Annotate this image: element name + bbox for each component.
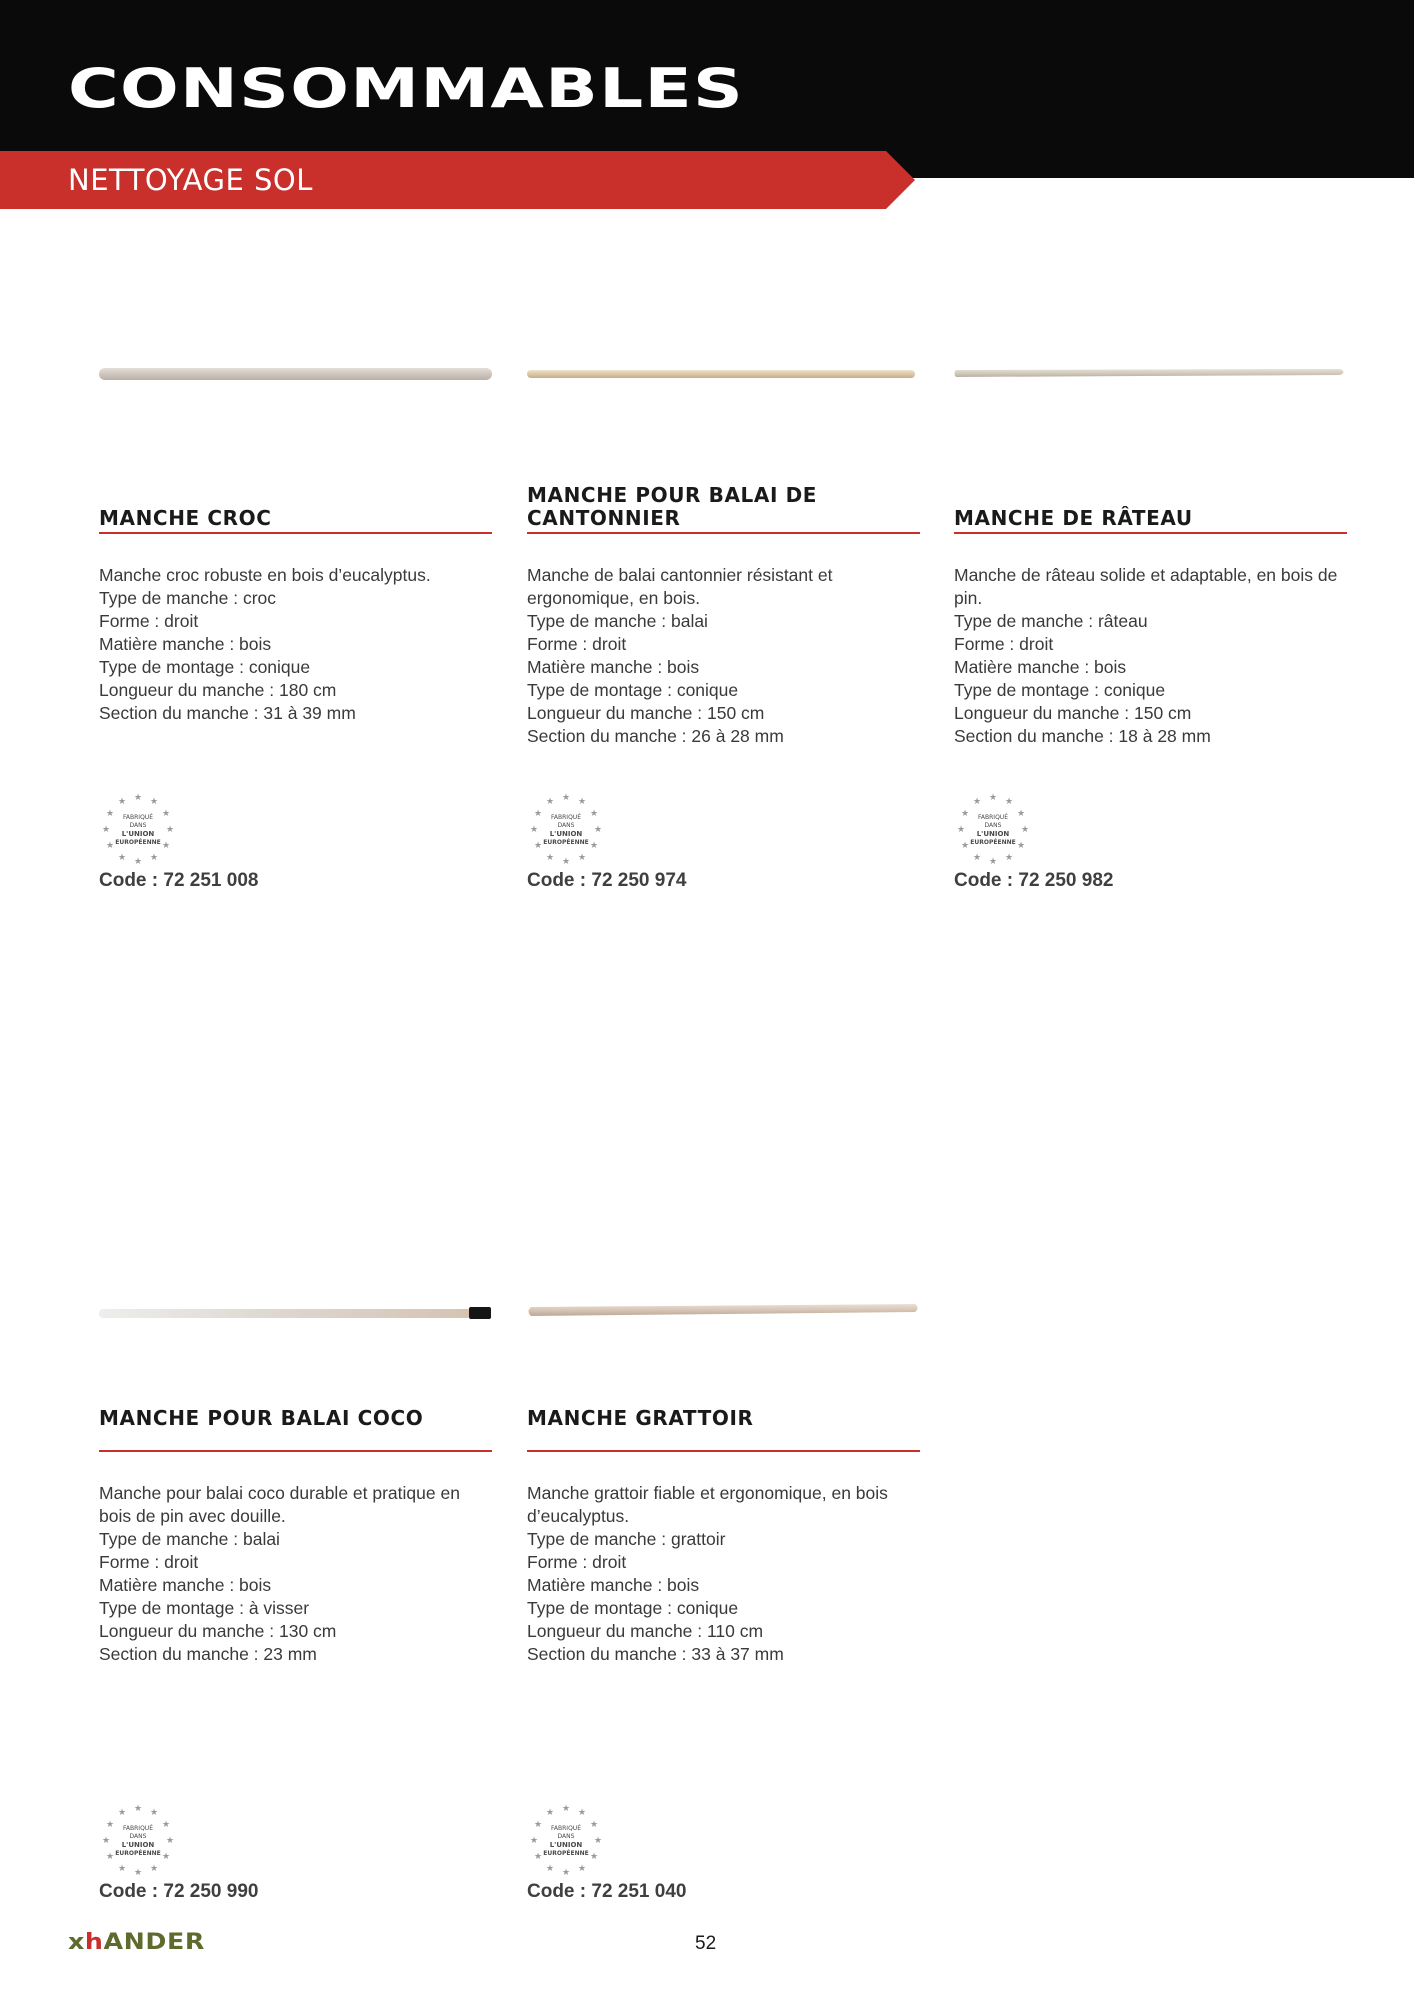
svg-text:★: ★ (589, 841, 599, 851)
svg-text:★: ★ (161, 1820, 171, 1830)
svg-text:★: ★ (589, 809, 599, 819)
product-name: MANCHE POUR BALAI DE CANTONNIER (527, 483, 818, 530)
svg-text:EUROPÉENNE: EUROPÉENNE (115, 839, 161, 846)
svg-text:FABRIQUÉ: FABRIQUÉ (123, 1825, 153, 1832)
svg-text:DANS: DANS (984, 822, 1002, 829)
svg-text:★: ★ (593, 1836, 603, 1846)
svg-text:★: ★ (1020, 825, 1030, 835)
svg-text:EUROPÉENNE: EUROPÉENNE (115, 1850, 161, 1857)
svg-text:★: ★ (105, 841, 115, 851)
svg-text:★: ★ (133, 857, 143, 867)
page-title: CONSOMMABLES (68, 57, 745, 120)
svg-text:★: ★ (577, 1808, 587, 1818)
svg-text:DANS: DANS (557, 1833, 575, 1840)
svg-text:★: ★ (133, 1804, 143, 1814)
svg-text:FABRIQUÉ: FABRIQUÉ (123, 814, 153, 821)
eu-made-badge-icon (954, 790, 1032, 868)
product-description: Manche de râteau solide et adaptable, en bois de pin. Type de manche : râteau Forme : droit Matière manche : bois Type de montage : conique Longueur du manche : 150 cm Section du manche : 18 à 28 mm (954, 565, 1338, 746)
svg-text:★: ★ (101, 1836, 111, 1846)
svg-text:★: ★ (133, 793, 143, 803)
product-description: Manche croc robuste en bois d’eucalyptus. Type de manche : croc Forme : droit Matière manche : bois Type de montage : conique Longueur du manche : 180 cm Section du manche : 31 à 39 mm (99, 565, 431, 723)
svg-text:DANS: DANS (129, 822, 147, 829)
svg-text:★: ★ (561, 857, 571, 867)
product-description: Manche de balai cantonnier résistant et ergonomique, en bois. Type de manche : balai Forme : droit Matière manche : bois Type de montage : conique Longueur du manche : 150 cm Section du manche : 26 à 28 mm (527, 565, 833, 746)
svg-text:FABRIQUÉ: FABRIQUÉ (978, 814, 1008, 821)
product-code: Code : 72 250 990 (99, 1881, 259, 1902)
svg-text:★: ★ (589, 1852, 599, 1862)
eu-made-badge-icon (527, 1801, 605, 1879)
svg-text:DANS: DANS (557, 822, 575, 829)
svg-text:★: ★ (593, 825, 603, 835)
product-code: Code : 72 251 008 (99, 870, 259, 891)
svg-text:★: ★ (972, 797, 982, 807)
svg-text:★: ★ (117, 1808, 127, 1818)
svg-text:EUROPÉENNE: EUROPÉENNE (970, 839, 1016, 846)
svg-text:★: ★ (533, 1820, 543, 1830)
svg-text:★: ★ (105, 809, 115, 819)
title-rule (527, 1450, 920, 1452)
product-code: Code : 72 250 974 (527, 870, 687, 891)
product-name: MANCHE GRATTOIR (527, 1406, 754, 1430)
svg-text:★: ★ (577, 853, 587, 863)
svg-text:★: ★ (545, 1864, 555, 1874)
svg-text:★: ★ (545, 797, 555, 807)
svg-text:★: ★ (960, 841, 970, 851)
svg-text:★: ★ (133, 1868, 143, 1878)
svg-text:★: ★ (988, 793, 998, 803)
product-name: MANCHE CROC (99, 506, 272, 530)
page-number: 52 (695, 1933, 717, 1954)
title-rule (99, 532, 492, 534)
svg-text:EUROPÉENNE: EUROPÉENNE (543, 839, 589, 846)
product-description: Manche grattoir fiable et ergonomique, en bois d’eucalyptus. Type de manche : grattoir Forme : droit Matière manche : bois Type de montage : conique Longueur du manche : 110 cm Section du manche : 33 à 37 mm (527, 1483, 888, 1664)
svg-text:★: ★ (105, 1852, 115, 1862)
svg-text:FABRIQUÉ: FABRIQUÉ (551, 1825, 581, 1832)
product-code: Code : 72 251 040 (527, 1881, 687, 1902)
svg-text:★: ★ (956, 825, 966, 835)
svg-text:★: ★ (545, 853, 555, 863)
svg-text:★: ★ (1016, 841, 1026, 851)
product-description: Manche pour balai coco durable et pratique en bois de pin avec douille. Type de manche : balai Forme : droit Matière manche : bois Type de montage : à visser Longueur du manche : 130 cm Section du manche : 23 mm (99, 1483, 460, 1664)
eu-made-badge-icon (99, 1801, 177, 1879)
title-rule (527, 532, 920, 534)
svg-text:L'UNION: L'UNION (121, 830, 155, 838)
svg-text:★: ★ (529, 1836, 539, 1846)
svg-text:★: ★ (161, 809, 171, 819)
svg-text:★: ★ (972, 853, 982, 863)
svg-text:★: ★ (988, 857, 998, 867)
svg-text:★: ★ (561, 1868, 571, 1878)
svg-text:★: ★ (161, 1852, 171, 1862)
svg-text:★: ★ (561, 793, 571, 803)
title-rule (99, 1450, 492, 1452)
svg-text:★: ★ (533, 841, 543, 851)
svg-text:★: ★ (117, 797, 127, 807)
svg-text:L'UNION: L'UNION (549, 830, 583, 838)
eu-made-badge-icon (99, 790, 177, 868)
svg-text:★: ★ (577, 1864, 587, 1874)
svg-text:★: ★ (165, 825, 175, 835)
svg-text:L'UNION: L'UNION (121, 1841, 155, 1849)
svg-text:★: ★ (577, 797, 587, 807)
product-code: Code : 72 250 982 (954, 870, 1114, 891)
svg-text:★: ★ (105, 1820, 115, 1830)
svg-text:★: ★ (545, 1808, 555, 1818)
svg-text:L'UNION: L'UNION (549, 1841, 583, 1849)
svg-text:EUROPÉENNE: EUROPÉENNE (543, 1850, 589, 1857)
svg-text:L'UNION: L'UNION (976, 830, 1010, 838)
product-name: MANCHE DE RÂTEAU (954, 506, 1193, 530)
svg-text:★: ★ (1004, 797, 1014, 807)
section-title: NETTOYAGE SOL (68, 163, 313, 197)
svg-text:★: ★ (1016, 809, 1026, 819)
svg-text:★: ★ (589, 1820, 599, 1830)
svg-text:★: ★ (149, 1864, 159, 1874)
svg-text:★: ★ (960, 809, 970, 819)
title-rule (954, 532, 1347, 534)
svg-text:★: ★ (165, 1836, 175, 1846)
svg-text:★: ★ (149, 797, 159, 807)
svg-text:★: ★ (117, 853, 127, 863)
svg-text:★: ★ (117, 1864, 127, 1874)
svg-text:★: ★ (101, 825, 111, 835)
product-name: MANCHE POUR BALAI COCO (99, 1406, 424, 1430)
svg-text:★: ★ (161, 841, 171, 851)
eu-made-badge-icon (527, 790, 605, 868)
svg-text:★: ★ (533, 809, 543, 819)
svg-text:★: ★ (149, 853, 159, 863)
svg-text:★: ★ (149, 1808, 159, 1818)
svg-text:FABRIQUÉ: FABRIQUÉ (551, 814, 581, 821)
svg-text:★: ★ (1004, 853, 1014, 863)
svg-text:★: ★ (561, 1804, 571, 1814)
svg-text:★: ★ (529, 825, 539, 835)
brand-logo: xhANDER (68, 1930, 205, 1955)
svg-text:DANS: DANS (129, 1833, 147, 1840)
svg-text:★: ★ (533, 1852, 543, 1862)
